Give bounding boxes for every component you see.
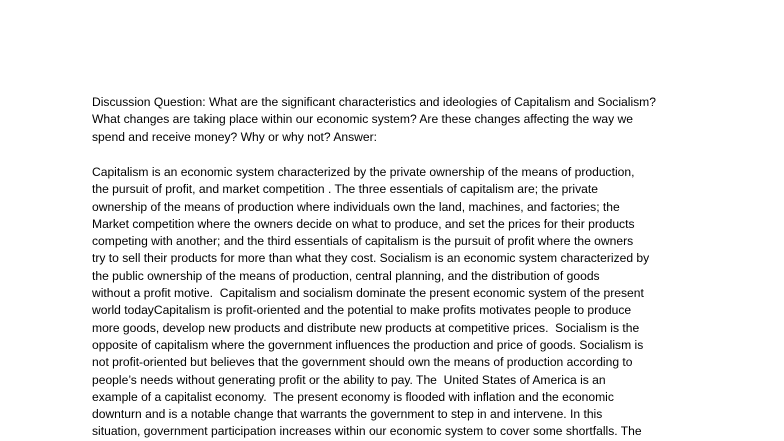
answer-line: more goods, develop new products and distribute new products at competitive prices. Socialism is the	[92, 320, 640, 335]
answer-line: Market competition where the owners decide on what to produce, and set the prices for their products	[92, 216, 635, 231]
answer-line: try to sell their products for more than what they cost. Socialism is an economic system characterized by	[92, 251, 650, 266]
answer-line: competing with another; and the third essentials of capitalism is the pursuit of profit where the owners	[92, 234, 634, 249]
question-line: spend and receive money? Why or why not? Answer:	[92, 129, 378, 144]
answer-line: ownership of the means of production where individuals own the land, machines, and factories; the	[92, 199, 620, 214]
answer-line: the pursuit of profit, and market competition . The three essentials of capitalism are; the private	[92, 182, 598, 197]
answer-paragraph	[92, 164, 712, 441]
answer-line: world todayCapitalism is profit-oriented and the potential to make profits motivates people to produce	[92, 303, 632, 318]
answer-line: not profit-oriented but believes that the government should own the means of production according to	[92, 355, 633, 370]
answer-line: example of a capitalist economy. The present economy is flooded with inflation and the economic	[92, 389, 614, 404]
answer-line: Capitalism is an economic system characterized by the private ownership of the means of production,	[92, 165, 635, 179]
answer-line: people’s needs without generating profit or the ability to pay. The United States of America is an	[92, 372, 606, 387]
answer-line: opposite of capitalism where the government influences the production and price of goods. Socialism is	[92, 337, 644, 352]
answer-line: situation, government participation increases within our economic system to cover some shortfalls. The	[92, 424, 642, 439]
answer-line: the public ownership of the means of production, central planning, and the distribution of goods	[92, 268, 600, 283]
answer-line: without a profit motive. Capitalism and socialism dominate the present economic system of the present	[92, 286, 644, 301]
question-line: What changes are taking place within our economic system? Are these changes affecting the way we	[92, 112, 633, 127]
discussion-question	[92, 94, 712, 146]
question-line: Discussion Question: What are the significant characteristics and ideologies of Capitalism and Socialism?	[92, 95, 656, 109]
answer-line: downturn and is a notable change that warrants the government to step in and intervene. In this	[92, 407, 603, 422]
